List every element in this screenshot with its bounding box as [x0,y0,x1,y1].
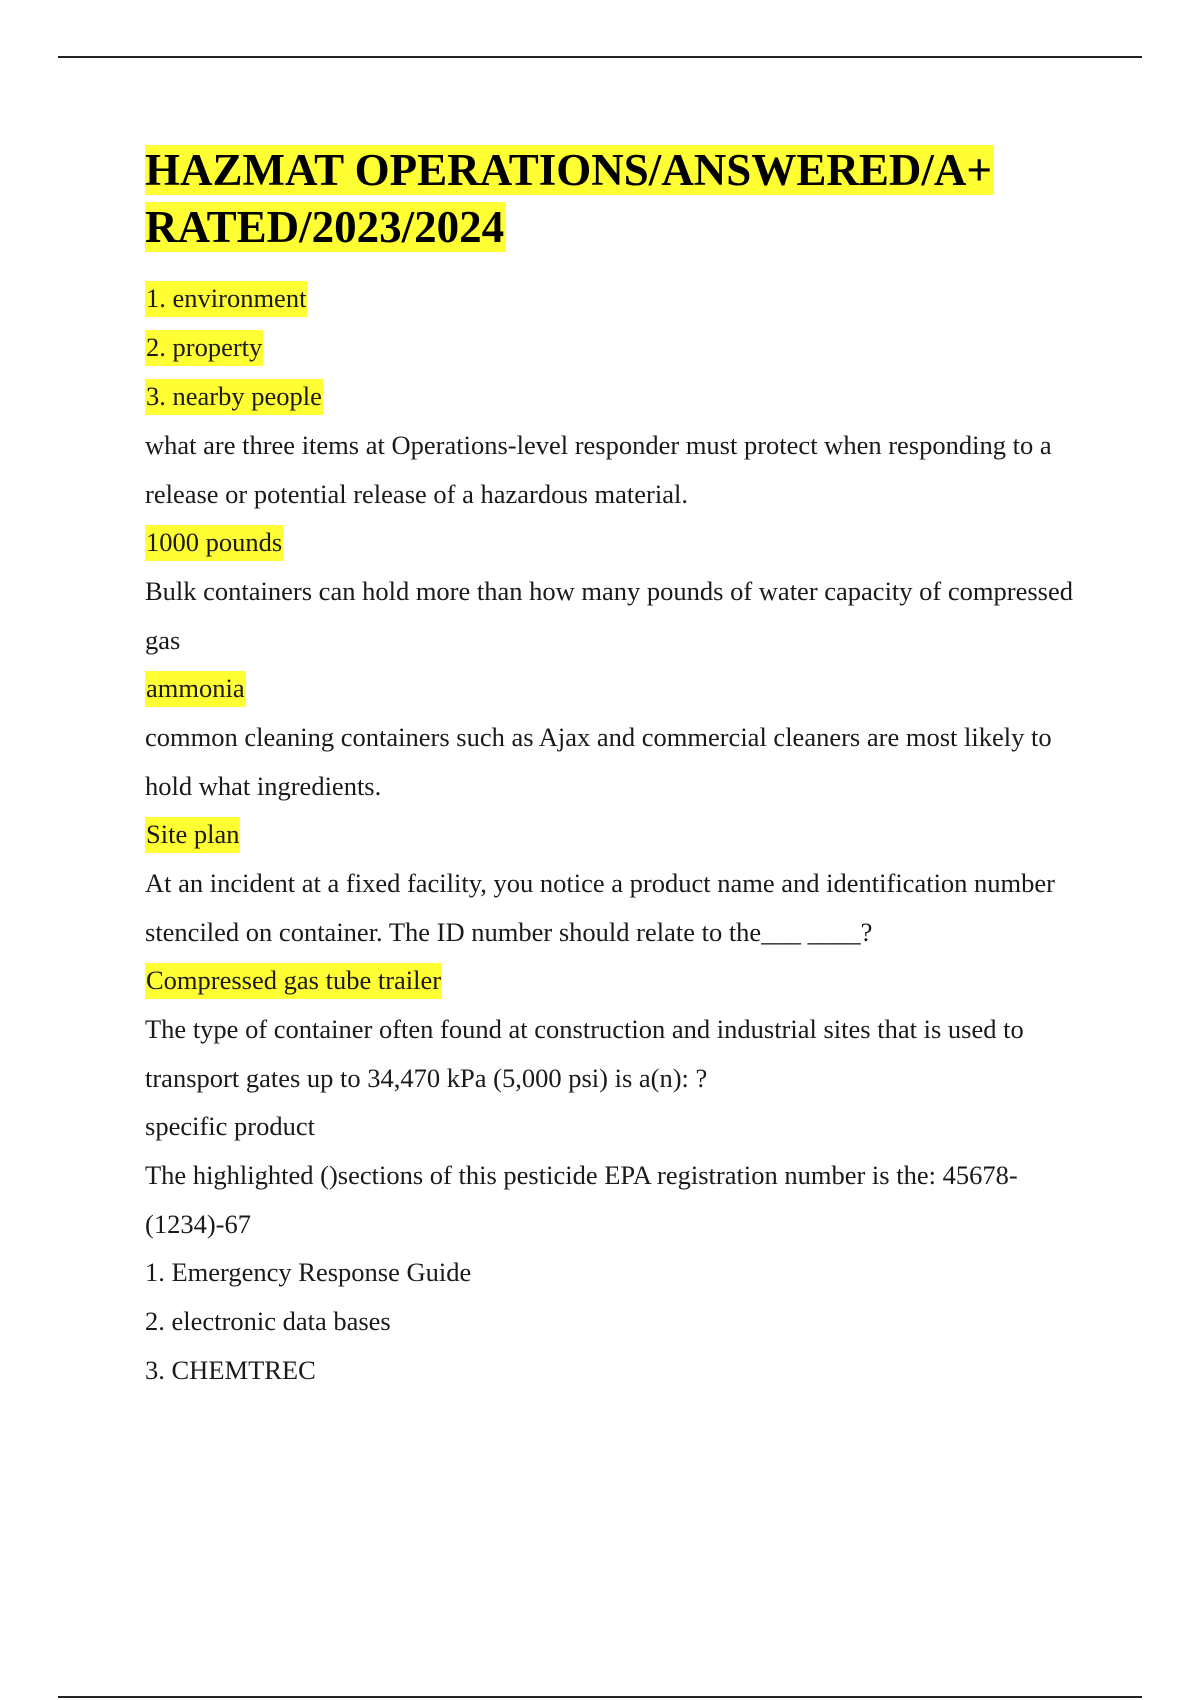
answer-text: Compressed gas tube trailer [145,963,442,999]
answer-item [145,1248,1085,1297]
question-text: The highlighted ()sections of this pesticide EPA registration number is the: 45678-(1234)-67 [145,1160,1018,1239]
answer-item [145,810,1085,859]
question-text: At an incident at a fixed facility, you notice a product name and identification number stenciled on container. The ID number should relate to the___ ____? [145,868,1056,947]
question-text: common cleaning containers such as Ajax and commercial cleaners are most likely to hold what ingredients. [145,722,1052,801]
document-title [145,142,1085,256]
answer-item [145,518,1085,567]
answer-item [145,664,1085,713]
question-text: The type of container often found at construction and industrial sites that is used to transport gates up to 34,470 kPa (5,000 psi) is a(n): ? [145,1014,1024,1093]
document-body [145,142,1085,1395]
answer-text: 1. Emergency Response Guide [145,1257,472,1287]
answer-text: 1. environment [145,281,307,317]
answer-text: ammonia [145,671,246,707]
answer-text: specific product [145,1111,315,1141]
answer-text: 3. CHEMTREC [145,1355,316,1385]
answer-text: 2. property [145,330,263,366]
answer-text: 3. nearby people [145,379,323,415]
answer-item [145,274,1085,323]
answer-item [145,1297,1085,1346]
answer-item [145,372,1085,421]
title-line-2: RATED/2023/2024 [145,202,505,252]
question-text: what are three items at Operations-level responder must protect when responding to a release or potential release of a hazardous material. [145,430,1052,509]
answer-item [145,1346,1085,1395]
answer-text: Site plan [145,817,240,853]
top-rule [58,56,1142,58]
question-text: Bulk containers can hold more than how many pounds of water capacity of compressed gas [145,576,1073,655]
answer-item [145,956,1085,1005]
title-line-1: HAZMAT OPERATIONS/ANSWERED/A+ [145,145,993,195]
answer-item [145,323,1085,372]
answer-item [145,1102,1085,1151]
answer-text: 1000 pounds [145,525,283,561]
bottom-rule [58,1696,1142,1698]
answer-text: 2. electronic data bases [145,1306,391,1336]
